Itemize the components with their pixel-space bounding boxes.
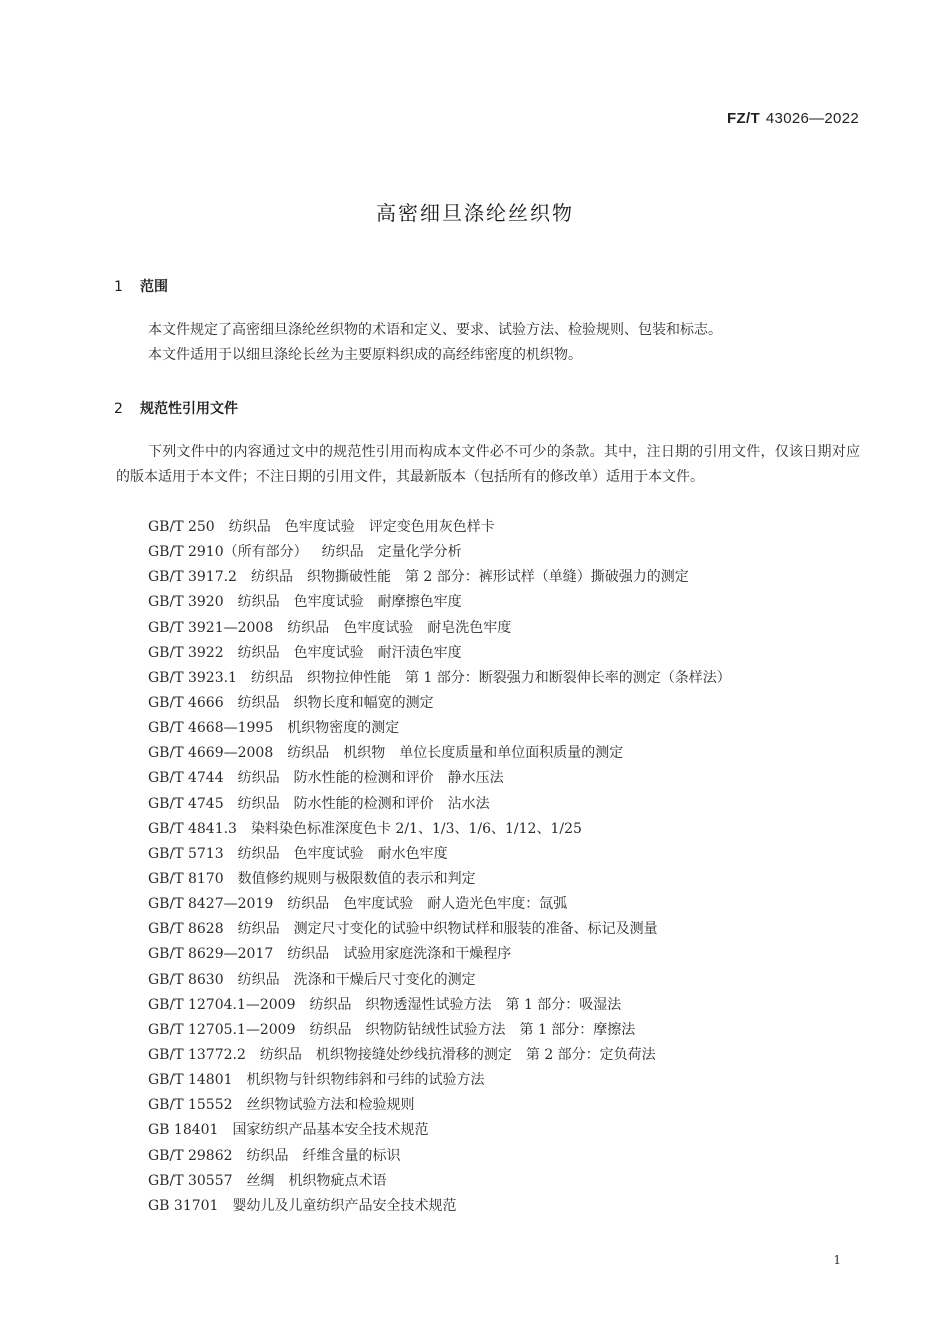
reference-item xyxy=(148,666,860,691)
reference-title: 纺织品 测定尺寸变化的试验中织物试样和服装的准备、标记及测量 xyxy=(237,921,658,938)
reference-title: 纺织品 试验用家庭洗涤和干燥程序 xyxy=(287,946,512,963)
reference-title: 数值修约规则与极限数值的表示和判定 xyxy=(237,870,476,887)
reference-code: GB/T 2910（所有部分） xyxy=(148,544,308,561)
reference-title: 纺织品 洗涤和干燥后尺寸变化的测定 xyxy=(237,971,476,988)
reference-item xyxy=(148,691,860,716)
reference-code: GB/T 13772.2 xyxy=(148,1046,246,1063)
reference-code: GB/T 14801 xyxy=(148,1072,233,1089)
reference-item xyxy=(148,993,860,1018)
reference-item xyxy=(148,1169,860,1194)
section-1-heading xyxy=(114,276,168,296)
standard-prefix: FZ/T xyxy=(727,110,760,127)
section-1-title: 范围 xyxy=(140,279,168,295)
reference-title: 纺织品 织物撕破性能 第 2 部分：裤形试样（单缝）撕破强力的测定 xyxy=(250,569,689,586)
reference-code: GB/T 3921—2008 xyxy=(148,619,274,636)
reference-title: 机织物密度的测定 xyxy=(287,720,400,737)
reference-item xyxy=(148,968,860,993)
reference-item xyxy=(148,817,860,842)
reference-item xyxy=(148,1093,860,1118)
reference-item xyxy=(148,917,860,942)
reference-title: 纺织品 机织物接缝处纱线抗滑移的测定 第 2 部分：定负荷法 xyxy=(259,1046,656,1063)
standard-number xyxy=(727,110,859,127)
reference-code: GB 18401 xyxy=(148,1122,219,1139)
section-1-body xyxy=(116,318,860,368)
reference-code: GB/T 3920 xyxy=(148,594,224,611)
reference-title: 纺织品 防水性能的检测和评价 静水压法 xyxy=(237,770,504,787)
references-intro-paragraph: 下列文件中的内容通过文中的规范性引用而构成本文件必不可少的条款。其中，注日期的引用文件，仅该日期对应的版本适用于本文件；不注日期的引用文件，其最新版本（包括所有的修改单）适用于本文件。 xyxy=(116,444,860,485)
reference-code: GB/T 4841.3 xyxy=(148,820,237,837)
reference-code: GB/T 3923.1 xyxy=(148,669,237,686)
reference-title: 纺织品 色牢度试验 评定变色用灰色样卡 xyxy=(228,519,495,535)
reference-item xyxy=(148,842,860,867)
reference-title: 纺织品 色牢度试验 耐皂洗色牢度 xyxy=(287,619,512,636)
reference-code: GB/T 8629—2017 xyxy=(148,946,274,963)
section-2-body xyxy=(116,440,860,490)
reference-item xyxy=(148,892,860,917)
reference-code: GB/T 4744 xyxy=(148,770,224,787)
reference-title: 纺织品 织物防钻绒性试验方法 第 1 部分：摩擦法 xyxy=(309,1021,636,1038)
reference-title: 纺织品 色牢度试验 耐人造光色牢度：氙弧 xyxy=(287,896,568,913)
reference-title: 纺织品 纤维含量的标识 xyxy=(246,1147,401,1164)
reference-code: GB/T 8628 xyxy=(148,921,224,938)
reference-item xyxy=(148,716,860,741)
reference-title: 丝织物试验方法和检验规则 xyxy=(246,1097,415,1114)
reference-item xyxy=(148,1018,860,1043)
reference-title: 婴幼儿及儿童纺织产品安全技术规范 xyxy=(232,1197,457,1214)
reference-item xyxy=(148,1144,860,1169)
reference-item xyxy=(148,942,860,967)
reference-code: GB/T 4745 xyxy=(148,795,224,812)
reference-code: GB/T 15552 xyxy=(148,1097,233,1114)
reference-item xyxy=(148,1043,860,1068)
reference-code: GB/T 8630 xyxy=(148,971,224,988)
reference-item xyxy=(148,565,860,590)
scope-paragraph-2: 本文件适用于以细旦涤纶长丝为主要原料织成的高经纬密度的机织物。 xyxy=(148,347,582,363)
reference-item xyxy=(148,515,860,540)
reference-code: GB/T 8170 xyxy=(148,870,224,887)
reference-code: GB 31701 xyxy=(148,1197,219,1214)
reference-item xyxy=(148,867,860,892)
reference-code: GB/T 12704.1—2009 xyxy=(148,996,296,1013)
reference-code: GB/T 4666 xyxy=(148,694,224,711)
reference-title: 纺织品 织物透湿性试验方法 第 1 部分：吸湿法 xyxy=(309,996,622,1013)
document-title: 高密细旦涤纶丝织物 xyxy=(376,201,574,225)
reference-item xyxy=(148,741,860,766)
section-1-number: 1 xyxy=(114,279,123,295)
reference-title: 机织物与针织物纬斜和弓纬的试验方法 xyxy=(246,1072,485,1089)
reference-item xyxy=(148,540,860,565)
reference-code: GB/T 4668—1995 xyxy=(148,720,274,737)
scope-paragraph-1: 本文件规定了高密细旦涤纶丝织物的术语和定义、要求、试验方法、检验规则、包装和标志。 xyxy=(148,322,722,338)
reference-title: 纺织品 色牢度试验 耐水色牢度 xyxy=(237,845,448,862)
reference-title: 纺织品 机织物 单位长度质量和单位面积质量的测定 xyxy=(287,745,624,762)
reference-code: GB/T 5713 xyxy=(148,845,224,862)
page-number: 1 xyxy=(833,1253,841,1267)
reference-item xyxy=(148,792,860,817)
reference-item xyxy=(148,616,860,641)
reference-item xyxy=(148,641,860,666)
reference-code: GB/T 4669—2008 xyxy=(148,745,274,762)
reference-title: 纺织品 织物拉伸性能 第 1 部分：断裂强力和断裂伸长率的测定（条样法） xyxy=(250,669,731,686)
reference-code: GB/T 29862 xyxy=(148,1147,233,1164)
reference-code: GB/T 250 xyxy=(148,519,215,535)
section-2-number: 2 xyxy=(114,401,123,417)
reference-list xyxy=(148,515,860,1219)
section-2-title: 规范性引用文件 xyxy=(140,401,238,417)
reference-title: 国家纺织产品基本安全技术规范 xyxy=(232,1122,429,1139)
reference-code: GB/T 3917.2 xyxy=(148,569,237,586)
reference-title: 丝绸 机织物疵点术语 xyxy=(246,1172,387,1189)
reference-code: GB/T 3922 xyxy=(148,644,224,661)
reference-item xyxy=(148,766,860,791)
reference-title: 纺织品 色牢度试验 耐汗渍色牢度 xyxy=(237,644,462,661)
reference-code: GB/T 8427—2019 xyxy=(148,896,274,913)
reference-code: GB/T 30557 xyxy=(148,1172,233,1189)
reference-title: 纺织品 织物长度和幅宽的测定 xyxy=(237,694,434,711)
reference-title: 纺织品 防水性能的检测和评价 沾水法 xyxy=(237,795,490,812)
reference-item xyxy=(148,1194,860,1219)
reference-title: 纺织品 色牢度试验 耐摩擦色牢度 xyxy=(237,594,462,611)
reference-item xyxy=(148,1118,860,1143)
reference-title: 染料染色标准深度色卡 2/1、1/3、1/6、1/12、1/25 xyxy=(250,820,582,837)
reference-item xyxy=(148,1068,860,1093)
reference-code: GB/T 12705.1—2009 xyxy=(148,1021,296,1038)
reference-title: 纺织品 定量化学分析 xyxy=(321,544,462,561)
standard-code: 43026—2022 xyxy=(765,110,859,127)
reference-item xyxy=(148,590,860,615)
section-2-heading xyxy=(114,398,238,418)
